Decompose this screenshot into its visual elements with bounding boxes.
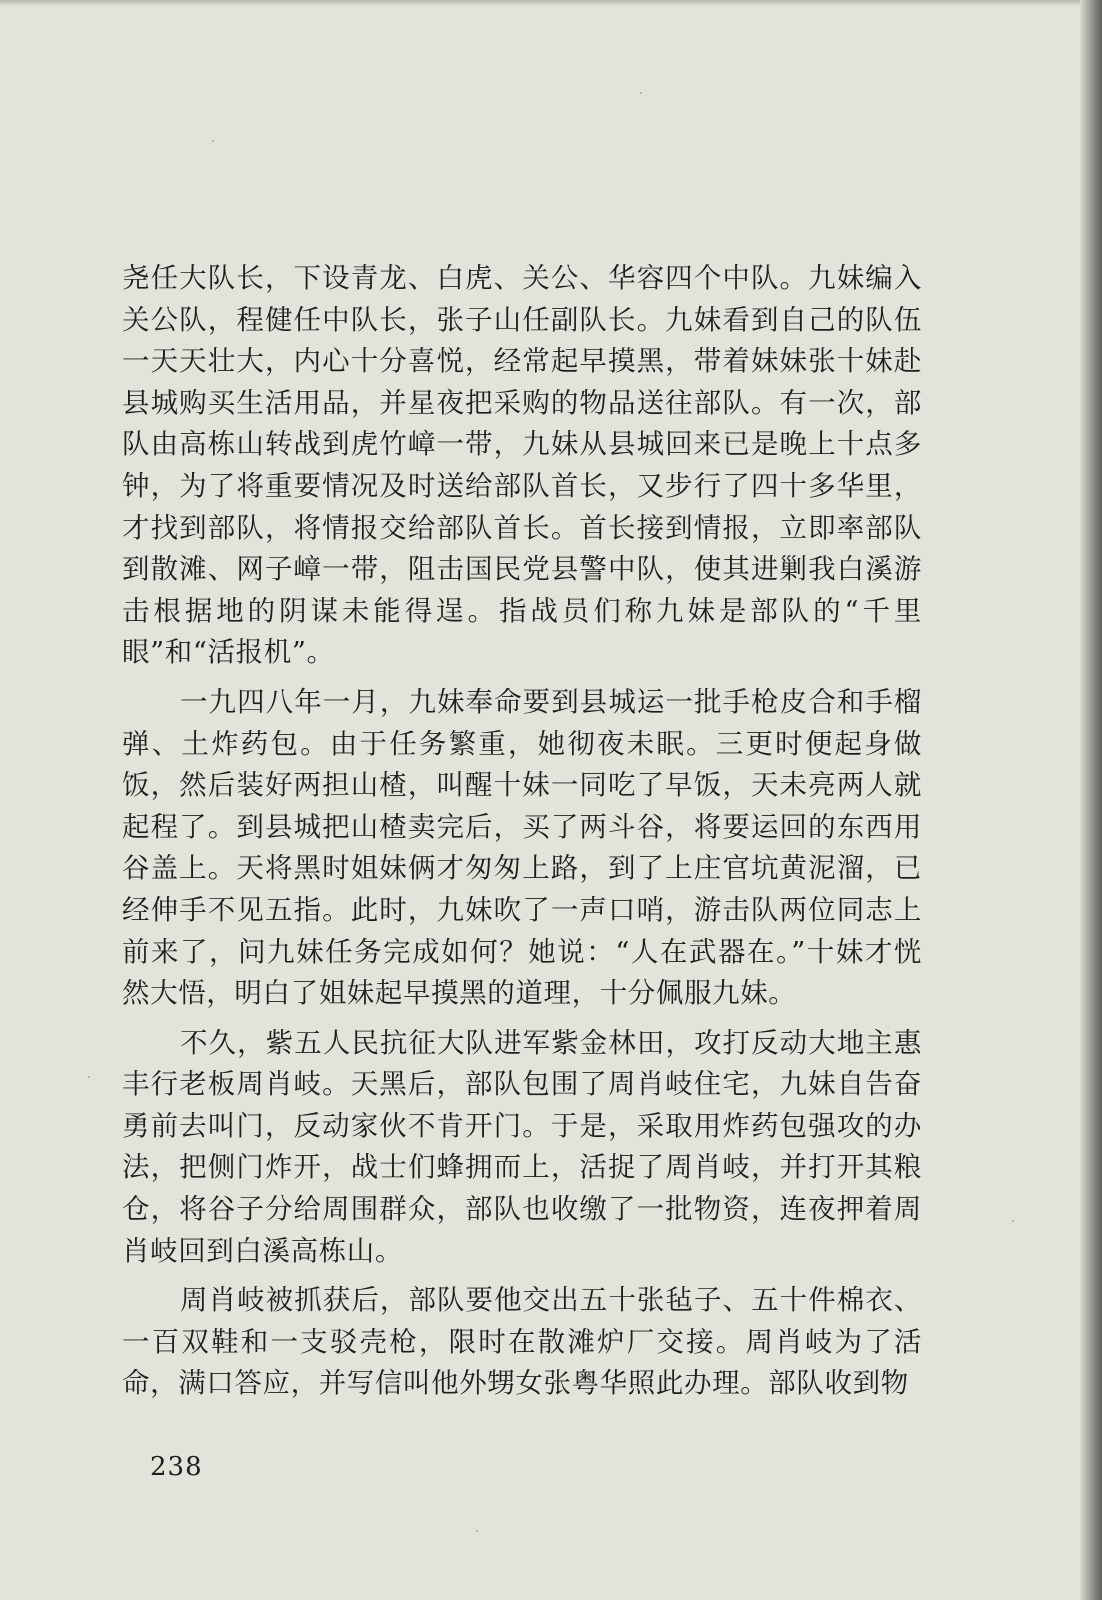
paragraph: 一九四八年一月，九妹奉命要到县城运一批手枪皮合和手榴弹、土炸药包。由于任务繁重，她彻夜未眠。三更时便起身做饭，然后装好两担山楂，叫醒十妹一同吃了早饭，天未亮两人就起程了。到县城把山楂卖完后，买了两斗谷，将要运回的东西用谷盖上。天将黑时姐妹俩才匆匆上路，到了上庄官坑黄泥溜，已经伸手不见五指。此时，九妹吹了一声口哨，游击队两位同志上前来了，问九妹任务完成如何？她说：“人在武器在。”十妹才恍然大悟，明白了姐妹起早摸黑的道理，十分佩服九妹。 xyxy=(122,685,922,1010)
body-text xyxy=(122,258,922,1413)
page-right-edge xyxy=(1080,0,1102,1600)
paper-speck xyxy=(88,1076,90,1078)
page-top-edge xyxy=(0,0,1102,6)
paragraph: 不久，紫五人民抗征大队进军紫金林田，攻打反动大地主惠丰行老板周肖岐。天黑后，部队包围了周肖岐住宅，九妹自告奋勇前去叫门，反动家伙不肯开门。于是，采取用炸药包强攻的办法，把侧门炸开，战士们蜂拥而上，活捉了周肖岐，并打开其粮仓，将谷子分给周围群众，部队也收缴了一批物资，连夜押着周肖岐回到白溪高栋山。 xyxy=(122,1026,922,1267)
paper-speck xyxy=(476,1530,478,1532)
paper-speck xyxy=(640,92,642,94)
page-number: 238 xyxy=(150,1452,203,1482)
paper-speck xyxy=(1012,1220,1014,1222)
paragraph: 周肖岐被抓获后，部队要他交出五十张毡子、五十件棉衣、一百双鞋和一支驳壳枪，限时在散滩炉厂交接。周肖岐为了活命，满口答应，并写信叫他外甥女张粤华照此办理。部队收到物 xyxy=(122,1284,922,1400)
paper-speck xyxy=(212,140,214,142)
paragraph: 尧任大队长，下设青龙、白虎、关公、华容四个中队。九妹编入关公队，程健任中队长，张子山任副队长。九妹看到自己的队伍一天天壮大，内心十分喜悦，经常起早摸黑，带着妹妹张十妹赴县城购买生活用品，并星夜把采购的物品送往部队。有一次，部队由高栋山转战到虎竹嶂一带，九妹从县城回来已是晚上十点多钟，为了将重要情况及时送给部队首长，又步行了四十多华里，才找到部队，将情报交给部队首长。首长接到情报，立即率部队到散滩、网子嶂一带，阻击国民党县警中队，使其进剿我白溪游击根据地的阴谋未能得逞。指战员们称九妹是部队的“千里眼”和“活报机”。 xyxy=(122,262,923,669)
